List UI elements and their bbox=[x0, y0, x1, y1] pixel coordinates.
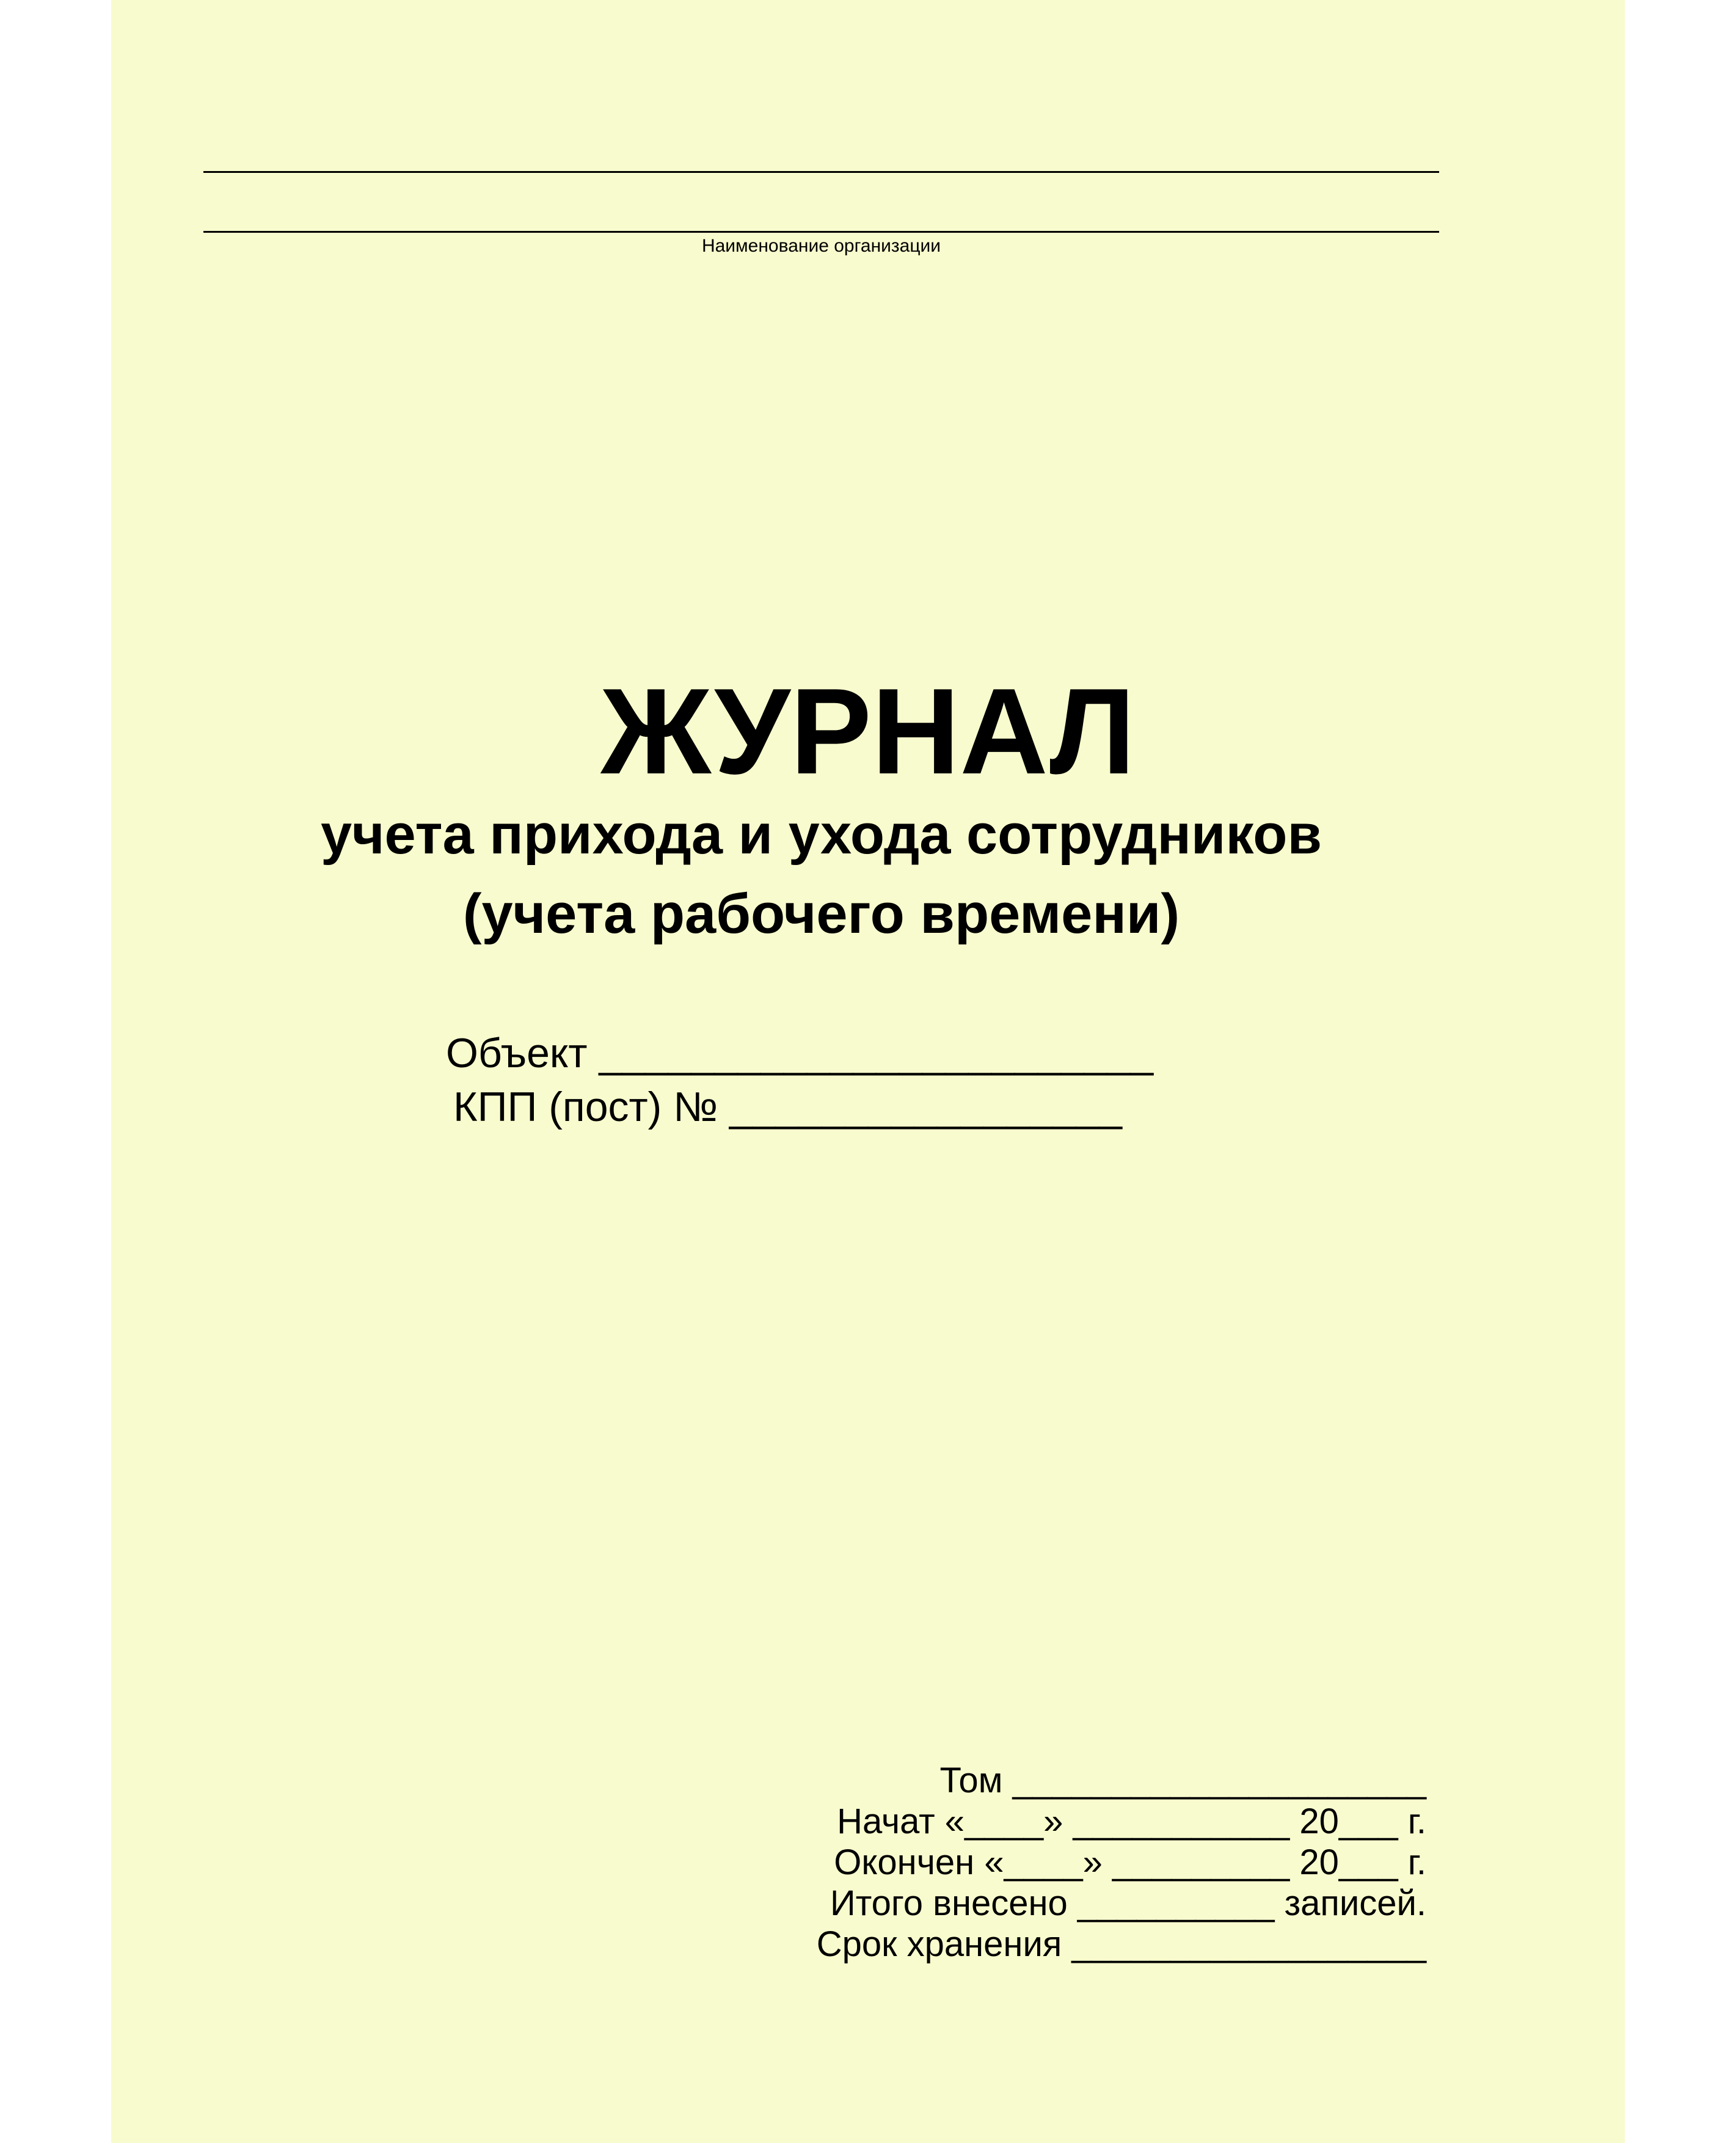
checkpoint-field: КПП (пост) № _________________ bbox=[453, 1084, 1122, 1130]
organization-line-1 bbox=[203, 171, 1439, 173]
organization-caption: Наименование организации bbox=[701, 236, 941, 256]
journal-meta-block bbox=[817, 1760, 1426, 1965]
volume-field: Том _____________________ bbox=[939, 1761, 1426, 1800]
journal-subtitle-line-2: (учета рабочего времени) bbox=[462, 883, 1180, 945]
finished-date-field: Окончен «____» _________ 20___ г. bbox=[834, 1842, 1426, 1882]
started-date-field: Начат «____» ___________ 20___ г. bbox=[837, 1802, 1426, 1841]
journal-title: ЖУРНАЛ bbox=[600, 663, 1136, 800]
journal-subtitle-line-1: учета прихода и ухода сотрудников bbox=[320, 803, 1322, 866]
organization-line-2 bbox=[203, 231, 1439, 233]
journal-cover bbox=[111, 0, 1625, 2143]
object-field: Объект ________________________ bbox=[446, 1030, 1154, 1076]
total-records-field: Итого внесено __________ записей. bbox=[830, 1883, 1426, 1923]
retention-period-field: Срок хранения __________________ bbox=[816, 1924, 1426, 1964]
